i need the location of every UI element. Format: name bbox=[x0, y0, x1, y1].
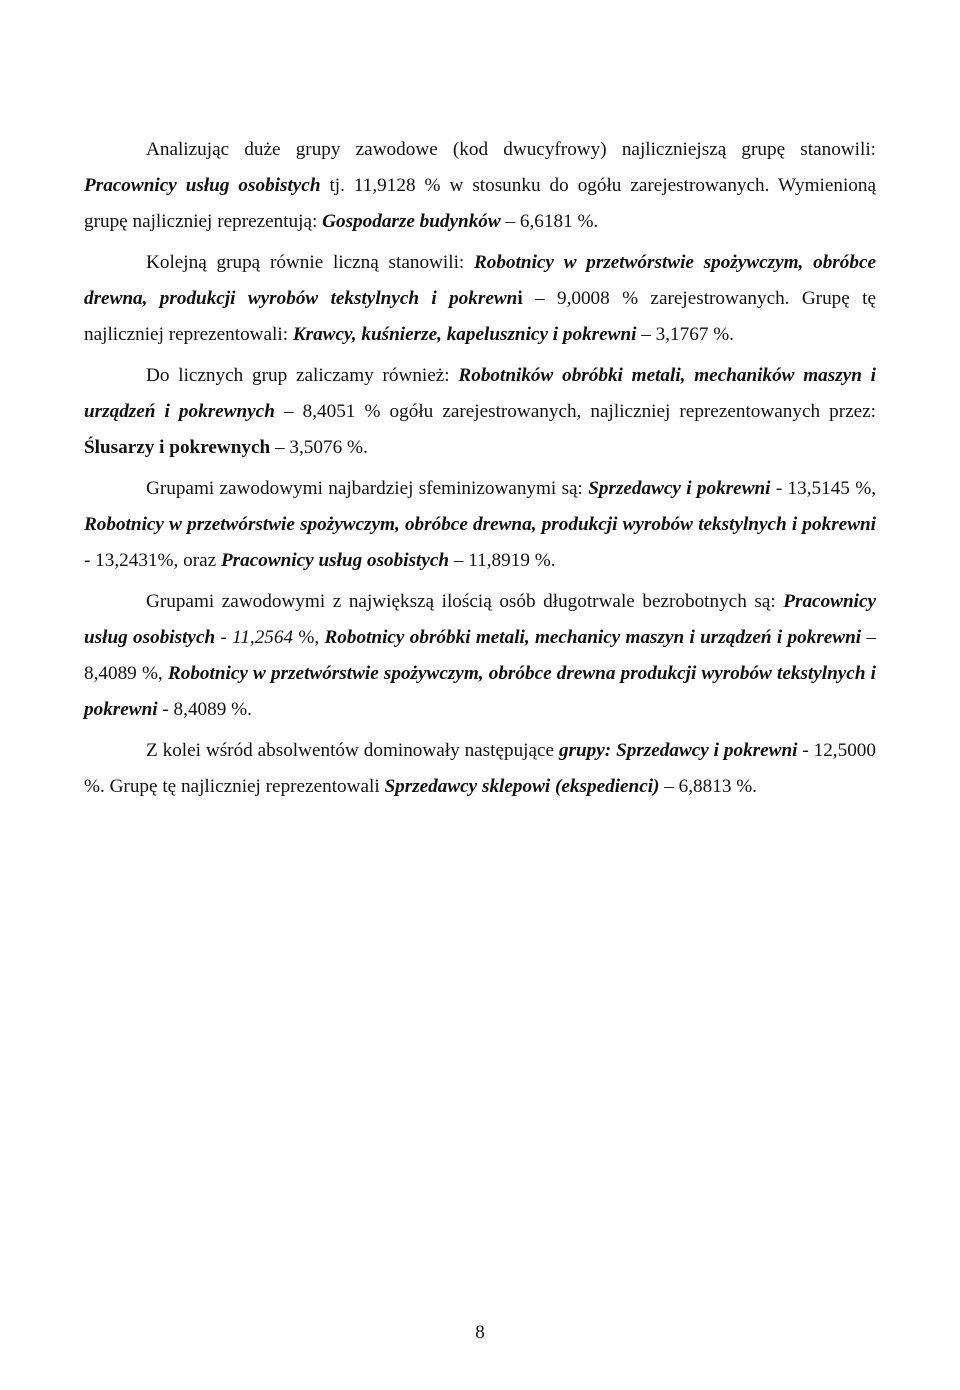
text-run: %, bbox=[293, 627, 325, 648]
emphasized-text: Robotnicy obróbki metali, mechanicy maszyn i urządzeń i pokrewni bbox=[324, 627, 862, 648]
emphasized-text: Pracownicy usług osobistych bbox=[84, 591, 876, 648]
text-run: Grupami zawodowymi z największą ilością osób długotrwale bezrobotnych są: bbox=[146, 591, 784, 612]
emphasized-text: Krawcy, kuśnierze, kapelusznicy i pokrewni bbox=[292, 324, 637, 345]
text-run: - 8,4089 %. bbox=[157, 699, 252, 720]
text-run: - bbox=[215, 627, 233, 648]
text-run: – 3,1767 %. bbox=[636, 324, 734, 345]
paragraph bbox=[84, 132, 876, 240]
emphasized-text: Sprzedawcy sklepowi (ekspedienci) bbox=[384, 776, 660, 797]
emphasized-text: Robotników obróbki metali, mechaników maszyn i urządzeń i pokrewnych bbox=[84, 365, 876, 422]
text-run: – 6,6181 %. bbox=[500, 211, 599, 232]
text-run: - 12,5000 %. Grupę tę najliczniej reprezentowali bbox=[84, 740, 876, 797]
emphasized-text: Robotnicy w przetwórstwie spożywczym, obróbce drewna produkcji wyrobów tekstylnych i pokrewni bbox=[84, 663, 877, 720]
paragraph bbox=[84, 584, 876, 728]
text-run: – 3,5076 %. bbox=[270, 437, 368, 458]
emphasized-text: Sprzedawcy i pokrewni bbox=[588, 478, 771, 499]
page-number: 8 bbox=[475, 1322, 485, 1343]
emphasized-text: 11,2564 bbox=[232, 627, 294, 648]
text-run: – 11,8919 %. bbox=[449, 550, 556, 571]
paragraph bbox=[84, 245, 876, 353]
emphasized-text: i bbox=[517, 288, 523, 309]
text-run: - 13,2431%, oraz bbox=[84, 550, 221, 571]
text-run: Kolejną grupą równie liczną stanowili: bbox=[146, 252, 474, 273]
text-run: - 13,5145 %, bbox=[770, 478, 876, 499]
text-run: – 6,8813 %. bbox=[659, 776, 757, 797]
document-body bbox=[84, 132, 876, 810]
emphasized-text: Ślusarzy i pokrewnych bbox=[84, 437, 271, 458]
emphasized-text: Pracownicy usług osobistych bbox=[84, 175, 321, 196]
text-run: – 8,4089 %, bbox=[84, 627, 877, 684]
paragraph bbox=[84, 471, 876, 579]
text-run: tj. 11,9128 % w stosunku do ogółu zarejestrowanych. Wymienioną grupę najliczniej reprezentują: bbox=[84, 175, 876, 232]
emphasized-text: Robotnicy w przetwórstwie spożywczym, obróbce drewna, produkcji wyrobów tekstylnych i pokrewni bbox=[84, 514, 876, 535]
emphasized-text: Gospodarze budynków bbox=[322, 211, 501, 232]
text-run: – 8,4051 % ogółu zarejestrowanych, najliczniej reprezentowanych przez: bbox=[274, 401, 876, 422]
text-run: Grupami zawodowymi najbardziej sfeminizowanymi są: bbox=[146, 478, 589, 499]
emphasized-text: Pracownicy usług osobistych bbox=[220, 550, 450, 571]
text-run: Z kolei wśród absolwentów dominowały następujące bbox=[146, 740, 559, 761]
emphasized-text: Robotnicy w przetwórstwie spożywczym, obróbce drewna, produkcji wyrobów tekstylnych i pokrewn bbox=[84, 252, 876, 309]
paragraph bbox=[84, 358, 876, 466]
emphasized-text: grupy: Sprzedawcy i pokrewni bbox=[558, 740, 798, 761]
text-run: Analizując duże grupy zawodowe (kod dwucyfrowy) najliczniejszą grupę stanowili: bbox=[146, 139, 876, 160]
paragraph bbox=[84, 733, 876, 805]
text-run: – 9,0008 % zarejestrowanych. Grupę tę najliczniej reprezentowali: bbox=[84, 288, 876, 345]
text-run: Do licznych grup zaliczamy również: bbox=[146, 365, 459, 386]
